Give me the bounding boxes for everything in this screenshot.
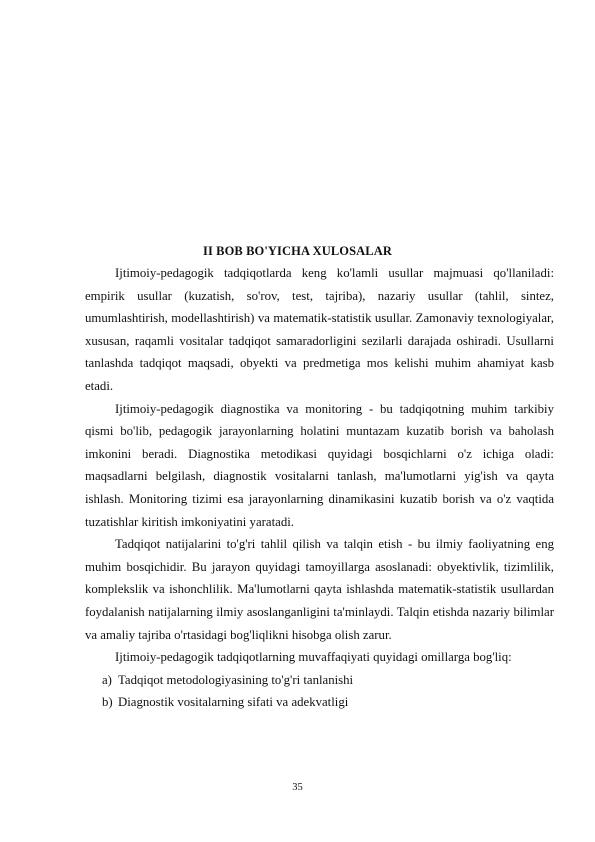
- list-marker: a): [102, 672, 112, 687]
- list-marker: b): [102, 695, 113, 710]
- list-item-text: Diagnostik vositalarning sifati va adekvatligi: [118, 695, 349, 710]
- list-item-text: Tadqiqot metodologiyasining to'g'ri tanlanishi: [118, 672, 354, 687]
- list-item: [85, 691, 554, 714]
- paragraph-methods: Ijtimoiy-pedagogik tadqiqotlarda keng ko'lamli usullar majmuasi qo'llaniladi: empirik usullar (kuzatish, so'rov, test, tajriba), nazariy usullar (tahlil, sintez, umumlashtirish, modellashtirish) va matematik-statistik usullar. Zamonaviy texnologiyalar, xususan, raqamli vositalar tadqiqot samaradorligini sezilarli darajada oshiradi. Usullarni tanlashda tadqiqot maqsadi, obyekti va predmetiga mos kelishi muhim ahamiyat kasb etadi.: [85, 266, 554, 393]
- section-heading: II BOB BO'YICHA XULOSALAR: [203, 244, 392, 258]
- page-number: 35: [292, 782, 303, 793]
- paragraph-success-factors: Ijtimoiy-pedagogik tadqiqotlarning muvaffaqiyati quyidagi omillarga bog'liq:: [115, 650, 512, 665]
- body-text: [85, 262, 554, 714]
- paragraph-analysis: Tadqiqot natijalarini to'g'ri tahlil qilish va talqin etish - bu ilmiy faoliyatning eng muhim bosqichidir. Bu jarayon quyidagi tamoyillarga asoslanadi: obyektivlik, tizimlilik, komplekslik va ishonchlilik. Ma'lumotlarni qayta ishlashda matematik-statistik usullardan foydalanish natijalarning ilmiy asoslanganligini ta'minlaydi. Talqin etishda nazariy bilimlar va amaliy tajriba o'rtasidagi bog'liqlikni hisobga olish zarur.: [85, 537, 554, 642]
- factors-list: [85, 669, 554, 714]
- paragraph-diagnostics: Ijtimoiy-pedagogik diagnostika va monitoring - bu tadqiqotning muhim tarkibiy qismi bo'lib, pedagogik jarayonlarning holatini muntazam kuzatib borish va baholash imkonini beradi. Diagnostika metodikasi quyidagi bosqichlarni o'z ichiga oladi: maqsadlarni belgilash, diagnostik vositalarni tanlash, ma'lumotlarni yig'ish va qayta ishlash. Monitoring tizimi esa jarayonlarning dinamikasini kuzatib borish va o'z vaqtida tuzatishlar kiritish imkoniyatini yaratadi.: [85, 401, 554, 529]
- list-item: [85, 669, 554, 692]
